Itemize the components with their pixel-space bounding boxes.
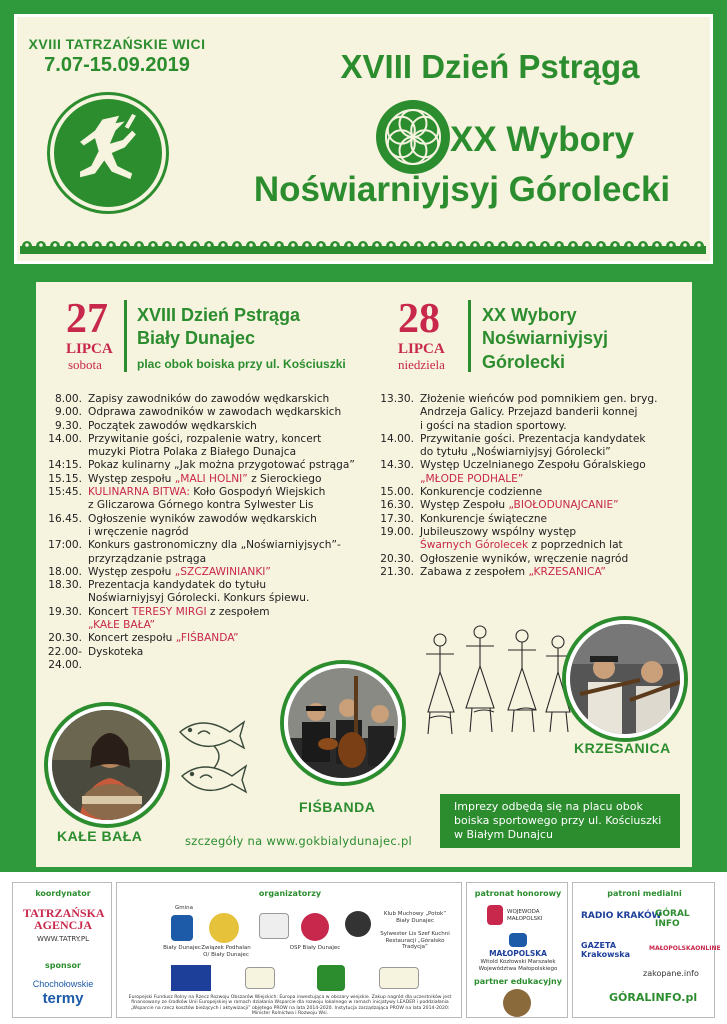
event-text: Występ Uczelnianego Zespołu Góralskiego	[420, 459, 646, 472]
day2-title	[482, 304, 608, 374]
event-time	[380, 473, 420, 486]
event-text: z Gliczarowa Górnego kontra Sylwester Lis	[88, 499, 314, 512]
event-text: Dyskoteka	[88, 645, 144, 658]
schedule-row	[30, 486, 390, 499]
event-time: 15.00.	[380, 486, 414, 499]
schedule-row	[380, 526, 680, 539]
event-time: 9.00.	[55, 406, 82, 419]
eagle-icon	[487, 905, 503, 925]
fisbanda-photo	[284, 664, 402, 782]
event-time: 14.00.	[48, 432, 82, 445]
event-time: 18.30.	[48, 579, 82, 592]
festival-logo	[50, 95, 166, 211]
org-bialy-label: Biały Dunajec	[163, 945, 201, 951]
day2-month: LIPCA	[398, 341, 445, 357]
coordinator-logo: TATRZAŃSKA AGENCJA	[23, 906, 105, 932]
event-description	[420, 499, 680, 512]
event-highlight: „KAŁE BAŁA”	[88, 619, 156, 632]
event-highlight: „FIŚBANDA”	[175, 632, 239, 645]
event-description	[420, 473, 680, 486]
event-description	[420, 433, 680, 446]
festival-title: XVIII TATRZAŃSKIE WICI	[28, 36, 206, 52]
org-gmina-label: Gmina	[174, 905, 193, 911]
media-gazeta: GAZETA Krakowska	[581, 941, 631, 959]
day2-title-line1: XX Wybory	[482, 305, 577, 325]
event-description	[88, 473, 390, 486]
dancing-highlander-icon	[54, 99, 162, 207]
zwiazek-logo-icon	[209, 913, 239, 943]
event-text: i wręczenie nagród	[88, 525, 189, 538]
event-text: do tytułu „Noświarniyjsyj Górolecki”	[420, 446, 611, 459]
event-time: 20.30.	[48, 632, 82, 645]
day2-divider	[468, 300, 471, 372]
event-highlight: Śwarnych Górolecek	[420, 539, 529, 552]
event-description	[420, 486, 680, 499]
event-text: i gości na stadion sportowy.	[420, 419, 567, 432]
fish-illustration	[174, 710, 252, 806]
event-description	[420, 526, 680, 539]
leader-logo-icon	[317, 965, 345, 991]
klub-logo-icon	[345, 911, 371, 937]
schedule-row	[380, 420, 680, 433]
event-highlight: KULINARNA BITWA:	[88, 486, 190, 499]
event-description	[88, 526, 390, 539]
schedule-row	[380, 459, 680, 472]
schedule-row	[380, 539, 680, 552]
event-highlight: „BIOŁODUNAJCANIE”	[508, 499, 619, 512]
day1-title	[137, 304, 300, 351]
title-dzien-pstraga: XVIII Dzień Pstrąga	[340, 48, 640, 85]
event-description	[420, 420, 680, 433]
malopolska-icon	[509, 933, 527, 947]
event-time	[30, 446, 88, 459]
lgd-logo-icon	[245, 967, 275, 989]
event-description	[88, 632, 390, 645]
footer-sponsors	[0, 872, 727, 1024]
org-sylwester-label: Sylwester Lis Szef Kuchni Restauracji „Góralsko Tradycja”	[380, 931, 450, 950]
patronage-label: patronat honorowy	[474, 889, 562, 898]
event-highlight: TERESY MIRGI	[131, 605, 207, 618]
event-description	[420, 553, 680, 566]
schedule-row	[30, 579, 390, 592]
event-time: 16.30.	[380, 499, 414, 512]
day2-weekday: niedziela	[398, 357, 445, 372]
schedule-row	[30, 566, 390, 579]
schedule-row	[380, 499, 680, 512]
coat-of-arms-icon	[171, 915, 193, 941]
day1-schedule	[30, 393, 390, 672]
schedule-row	[30, 446, 390, 459]
schedule-row	[30, 513, 390, 526]
event-text: Pokaz kulinarny „Jak można przygotować pstrąga”	[88, 459, 355, 472]
patronage-malopolska: MAŁOPOLSKA	[489, 949, 547, 958]
media-radio-krakow: RADIO KRAKÓW	[581, 911, 662, 921]
event-time: 15.15.	[48, 472, 82, 485]
event-text: Konkurencje codzienne	[420, 486, 543, 499]
event-time	[380, 446, 420, 459]
event-description	[88, 499, 390, 512]
rosette-emblem	[376, 100, 450, 174]
schedule-row	[30, 619, 390, 632]
schedule-row	[30, 459, 390, 472]
event-time: 14.00.	[380, 432, 414, 445]
org-klub-label: Klub Muchowy „Potok” Biały Dunajec	[383, 911, 447, 924]
event-description	[420, 459, 680, 472]
event-highlight: „MALI HOLNI”	[174, 472, 248, 485]
schedule-row	[30, 539, 390, 552]
event-text: Ogłoszenie wyników zawodów wędkarskich	[88, 512, 317, 525]
scallop-border	[20, 236, 706, 254]
event-time	[380, 420, 420, 433]
event-text: Koło Gospodyń Wiejskich	[189, 486, 326, 499]
event-time: 19.00.	[380, 525, 414, 538]
event-text: Występ zespołu	[88, 565, 175, 578]
event-time: 14.30.	[380, 459, 414, 472]
event-highlight: „SZCZAWINIANKI”	[174, 565, 271, 578]
organizers-box	[116, 882, 462, 1018]
eu-disclaimer: Europejski Fundusz Rolny na Rzecz Rozwoju Obszarów Wiejskich: Europa inwestująca w obszary wiejskie. Zakup nagród dla uczestników jest finansowany ze środków Unii Europejskiej w ramach działania Wsparcie dla rozwoju lokalnego w ramach inicjatywy LEADER i poddziałania „Wsparcie na rzecz kosztów bieżących i aktywizacji” objętego PROW na lata 2014-2020. Instytucja zarządzająca PROW na lata 2014-2020: Minister Rolnictwa i Rozwoju Wsi.	[128, 995, 452, 1017]
event-description	[88, 553, 390, 566]
schedule-row	[380, 473, 680, 486]
event-text: Jubileuszowy wspólny występ	[420, 525, 577, 538]
event-text: Przywitanie gości, rozpalenie watry, koncert	[88, 432, 322, 445]
event-text: przyrządzanie pstrąga	[88, 552, 207, 565]
krzesanica-photo	[566, 620, 684, 738]
media-label: patroni medialni	[607, 889, 682, 898]
schedule-row	[380, 553, 680, 566]
sponsor-logo-line2: termy	[42, 990, 84, 1007]
event-time: 14:15.	[48, 459, 82, 472]
kale-bala-caption: KAŁE BAŁA	[57, 828, 143, 844]
event-time: 8.00.	[55, 393, 82, 405]
event-text: Andrzeja Galicy. Przejazd banderii konnej	[420, 406, 638, 419]
event-description	[88, 539, 390, 552]
schedule-row	[380, 486, 680, 499]
media-goralinfo-pl: GÓRALINFO.pl	[609, 991, 698, 1004]
event-time: 20.30.	[380, 552, 414, 565]
event-description	[88, 486, 390, 499]
schedule-row	[380, 513, 680, 526]
event-text: z poprzednich lat	[528, 539, 623, 552]
event-time	[380, 406, 420, 419]
day2-title-line3: Górolecki	[482, 351, 566, 372]
event-description	[420, 513, 680, 526]
organizers-label: organizatorzy	[258, 889, 322, 898]
schedule-row	[380, 446, 680, 459]
day1-divider	[124, 300, 127, 372]
event-text: Zabawa z zespołem	[420, 565, 529, 578]
event-time: 18.00.	[48, 565, 82, 578]
event-time: 15:45.	[48, 486, 82, 499]
event-text: Odprawa zawodników w zawodach wędkarskich	[88, 406, 342, 419]
fisbanda-caption: FIŚBANDA	[299, 799, 376, 815]
day1-title-line2: Biały Dunajec	[137, 328, 256, 349]
osp-logo-icon	[301, 913, 329, 941]
event-description	[420, 446, 680, 459]
event-time	[30, 592, 88, 605]
sponsor-logo-line1: Chochołowskie	[32, 979, 94, 989]
krzesanica-caption: KRZESANICA	[574, 740, 671, 756]
schedule-row	[30, 526, 390, 539]
patronage-box	[466, 882, 568, 1018]
location-info-box: Imprezy odbędą się na placu obok boiska sportowego przy ul. Kościuszki w Białym Dunajcu	[440, 794, 680, 848]
event-text: Złożenie wieńców pod pomnikiem gen. bryg.	[420, 393, 658, 405]
schedule-row	[30, 553, 390, 566]
event-description	[420, 566, 680, 579]
day1-number: 27	[66, 296, 108, 342]
event-time: 17.30.	[380, 512, 414, 525]
event-description	[88, 606, 390, 619]
festival-dates: 7.07-15.09.2019	[44, 54, 190, 76]
event-text: Prezentacja kandydatek do tytułu	[88, 579, 267, 592]
event-description	[88, 433, 390, 446]
schedule-row	[30, 393, 390, 406]
event-time: 17:00.	[48, 539, 82, 552]
event-description	[420, 539, 680, 552]
event-text: Początek zawodów wędkarskich	[88, 419, 257, 432]
coordinator-url: WWW.TATRY.PL	[36, 935, 90, 943]
event-description	[88, 619, 390, 632]
event-description	[88, 446, 390, 459]
event-description	[88, 566, 390, 579]
event-time: 19.30.	[48, 605, 82, 618]
event-time: 22.00-24.00.	[47, 645, 82, 671]
event-text: Konkurencje świąteczne	[420, 512, 548, 525]
coordinator-box	[12, 882, 112, 1018]
event-text: muzyki Piotra Polaka z Białego Dunajca	[88, 446, 297, 459]
title-xx-wybory: XX Wybory	[450, 120, 635, 159]
eu-flag-icon	[171, 965, 211, 991]
event-text: Koncert	[88, 605, 132, 618]
schedule-row	[30, 592, 390, 605]
website-link[interactable]: szczegóły na www.gokbialydunajec.pl	[185, 834, 413, 848]
kale-bala-photo	[48, 706, 166, 824]
media-goral-info: GÓRAL INFO	[655, 909, 690, 929]
event-description	[88, 420, 390, 433]
event-description	[88, 579, 390, 592]
schedule-row	[380, 433, 680, 446]
org-osp-label: OSP Biały Dunajec	[289, 945, 341, 951]
prow-logo-icon	[379, 967, 419, 989]
event-description	[420, 406, 680, 419]
schedule-row	[30, 420, 390, 433]
event-text: z Sierockiego	[247, 472, 322, 485]
schedule-row	[30, 606, 390, 619]
event-description	[88, 406, 390, 419]
festival-block	[22, 36, 212, 77]
event-description	[88, 459, 390, 472]
event-time	[30, 553, 88, 566]
event-description	[88, 393, 390, 406]
schedule-row	[380, 406, 680, 419]
event-text: Koncert zespołu	[88, 632, 176, 645]
day2-title-line2: Noświarniyjsyj	[482, 328, 609, 349]
event-time	[380, 539, 420, 552]
rosette-icon	[376, 100, 450, 174]
event-time: 9.30.	[55, 419, 82, 432]
event-time	[30, 499, 88, 512]
day1-weekday: sobota	[68, 357, 102, 372]
event-text: Konkurs gastronomiczny dla „Noświarniyjsych”-	[88, 539, 341, 552]
event-description	[420, 393, 680, 406]
schedule-row	[30, 406, 390, 419]
event-text: Przywitanie gości. Prezentacja kandydatek	[420, 432, 646, 445]
partner-logo-icon	[503, 989, 531, 1017]
schedule-row	[30, 632, 390, 645]
event-description	[88, 592, 390, 605]
schedule-row	[30, 473, 390, 486]
schedule-row	[380, 393, 680, 406]
patronage-marszalek: Witold Kozłowski Marszałek Województwa Małopolskiego	[478, 959, 558, 972]
day1-place: plac obok boiska przy ul. Kościuszki	[137, 357, 346, 371]
event-highlight: „MŁODE PODHALE”	[420, 472, 524, 485]
folk-logo-icon	[259, 913, 289, 939]
event-text: Noświarniyjsyj Górolecki. Konkurs śpiewu.	[88, 592, 310, 605]
event-text: Występ Zespołu	[420, 499, 509, 512]
schedule-row	[380, 566, 680, 579]
event-text: Ogłoszenie wyników, wręczenie nagród	[420, 552, 629, 565]
media-zakopane-info: zakopane.info	[643, 969, 699, 978]
event-highlight: „KRZESANICA”	[528, 565, 606, 578]
day2-schedule	[380, 393, 680, 579]
sponsor-label: sponsor	[45, 961, 81, 970]
event-text: Występ zespołu	[88, 472, 175, 485]
patronage-wojewoda: WOJEWODA MAŁOPOLSKI	[507, 909, 543, 922]
day1-title-line1: XVIII Dzień Pstrąga	[137, 305, 301, 325]
day2-number: 28	[398, 296, 440, 342]
event-time: 21.30.	[380, 565, 414, 578]
schedule-row	[30, 499, 390, 512]
media-box	[572, 882, 721, 1018]
partner-label: partner edukacyjny	[474, 977, 562, 986]
dancers-illustration	[410, 618, 580, 742]
title-goralka: Noświarniyjsyj Górolecki	[253, 170, 671, 209]
media-malopolska-online: MAŁOPOLSKAONLINE	[649, 945, 721, 952]
coordinator-label: koordynator	[35, 889, 91, 898]
event-time	[30, 619, 88, 632]
event-time	[30, 526, 88, 539]
day1-month: LIPCA	[66, 341, 113, 357]
event-description	[88, 513, 390, 526]
org-zwiazek-label: Związek Podhalan O/ Biały Dunajec	[201, 945, 251, 958]
schedule-row	[30, 433, 390, 446]
event-text: z zespołem	[206, 605, 270, 618]
event-time: 16.45.	[48, 512, 82, 525]
event-text: Zapisy zawodników do zawodów wędkarskich	[88, 393, 330, 405]
event-time: 13.30.	[380, 393, 414, 405]
